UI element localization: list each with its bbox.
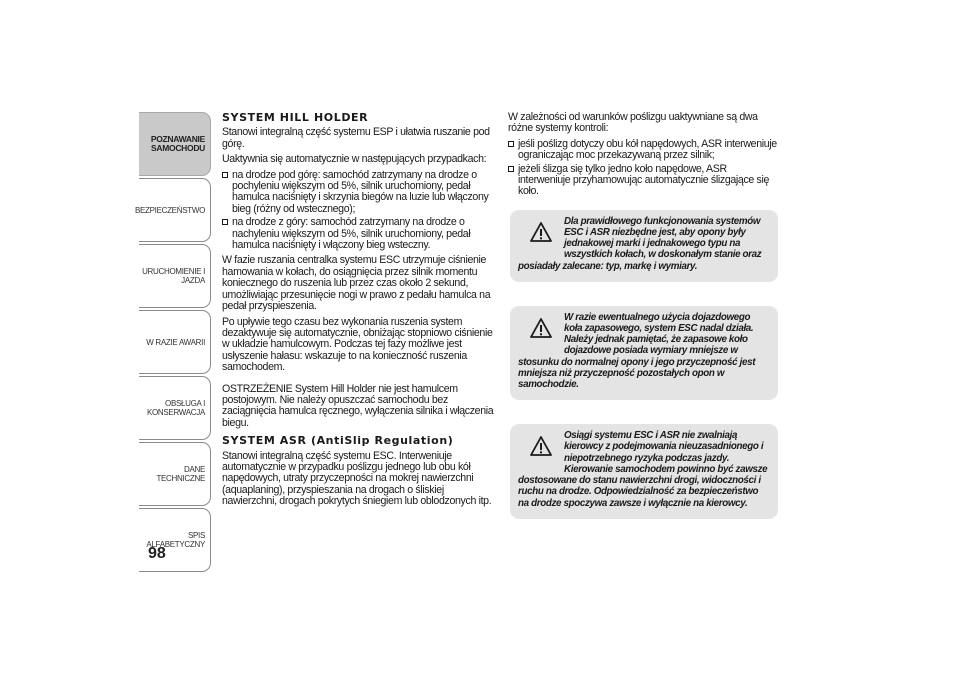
warning-box: [510, 306, 778, 400]
paragraph: Po upływie tego czasu bez wykonania ruszenia system dezaktywuje się automatycznie, obniżając stopniowo ciśnienie w układzie hamulcowym. Podczas tej fazy możliwe jest usłyszenie hałasu: wskazuje to na konieczność ruszenia samochodem.: [222, 315, 493, 374]
tab-dane-techniczne[interactable]: DANE TECHNICZNE: [139, 442, 211, 506]
list-item: jeśli poślizg dotyczy obu kół napędowych, ASR interweniuje ograniczając moc przekazywaną przez silnik;: [508, 139, 780, 162]
warning-triangle-icon: [518, 430, 564, 464]
tab-spis-alfabetyczny[interactable]: SPIS ALFABETYCZNY: [139, 508, 211, 572]
left-column: [222, 112, 494, 512]
paragraph: W fazie ruszania centralka systemu ESC utrzymuje ciśnienie hamowania w kołach, do osiągnięcia przez silnik momentu koniecznego do ruszenia lub przez czas około 2 sekund, umożliwiając przesunięcie nogi w prawo z pedału hamulca na pedał przyspieszenia.: [222, 254, 491, 313]
section-heading-asr: SYSTEM ASR (AntiSlip Regulation): [222, 434, 454, 448]
page-number: 98: [148, 545, 166, 562]
list-item: na drodze z góry: samochód zatrzymany na drodze o nachyleniu większym od 5%, silnik uruchomiony, pedał hamulca naciśnięty i włączony bieg wsteczny.: [222, 217, 494, 251]
warning-triangle-icon: [518, 216, 564, 250]
warning-text: W razie ewentualnego użycia dojazdowego koła zapasowego, system ESC nadal działa. Należy jednak pamiętać, że zapasowe koło dojazdowe posiada wymiary mniejsze w stosunku do normalnej opony i jego przyczepność jest mniejsza niż przyczepność pozostałych opon w samochodzie.: [518, 311, 756, 391]
warning-text: Dla prawidłowego funkcjonowania systemów ESC i ASR niezbędne jest, aby opony były jednakowej marki i jednakowego typu na wszystkich kołach, w doskonałym stanie oraz posiadały zalecane: typ, markę i wymiary.: [518, 215, 762, 272]
checklist: [508, 139, 780, 198]
warning-text: Osiągi systemu ESC i ASR nie zwalniają kierowcy z podejmowania nieuzasadnionego i niepotrzebnego ryzyka podczas jazdy. Kierowanie samochodem powinno być zawsze dostosowane do stanu nawierzchni drogi, widoczności i ruchu na drodze. Odpowiedzialność za bezpieczeństwo na drodze spoczywa zawsze i wyłącznie na kierowcy.: [518, 430, 768, 509]
section-heading-hill-holder: SYSTEM HILL HOLDER: [222, 111, 369, 124]
checklist: [222, 170, 494, 252]
tab-w-razie-awarii[interactable]: W RAZIE AWARII: [139, 310, 211, 374]
tab-bezpieczenstwo[interactable]: BEZPIECZEŃSTWO: [139, 178, 211, 242]
tab-obsluga-i-konserwacja[interactable]: OBSŁUGA I KONSERWACJA: [139, 376, 211, 440]
tab-poznawanie-samochodu[interactable]: POZNAWANIE SAMOCHODU: [139, 112, 211, 176]
warning-paragraph: OSTRZEŻENIE System Hill Holder nie jest hamulcem postojowym. Nie należy opuszczać samochodu bez zaciągnięcia hamulca ręcznego, wyłączenia silnika i włączenia biegu.: [222, 382, 494, 429]
list-item: na drodze pod górę: samochód zatrzymany na drodze o pochyleniu większym od 5%, silnik uruchomiony, pedał hamulca naciśnięty i skrzynia biegów na luzie lub włączony bieg (różny od wstecznego);: [222, 170, 494, 216]
paragraph: Stanowi integralną część systemu ESP i ułatwia ruszanie pod górę.: [222, 126, 490, 150]
paragraph: Uaktywnia się automatycznie w następujących przypadkach:: [222, 153, 487, 166]
warning-triangle-icon: [518, 312, 564, 346]
paragraph: W zależności od warunków poślizgu uaktywniane są dwa różne systemy kontroli:: [508, 111, 758, 135]
paragraph: Stanowi integralną część systemu ESC. Interweniuje automatycznie w przypadku poślizgu jednego lub obu kół napędowych, utraty przyczepności na mokrej nawierzchni (aquaplaning), przyspieszania na drogach o śliskiej nawierzchni, drogach pokrytych śniegiem lub oblodzonych itp.: [222, 449, 492, 508]
warning-box: [510, 210, 778, 282]
tab-uruchomienie-i-jazda[interactable]: URUCHOMIENIE I JAZDA: [139, 244, 211, 308]
list-item: jeżeli ślizga się tylko jedno koło napędowe, ASR interweniuje przyhamowując automatycznie ślizgające się koło.: [508, 164, 780, 198]
warning-box: [510, 424, 778, 518]
right-column: [508, 112, 780, 519]
